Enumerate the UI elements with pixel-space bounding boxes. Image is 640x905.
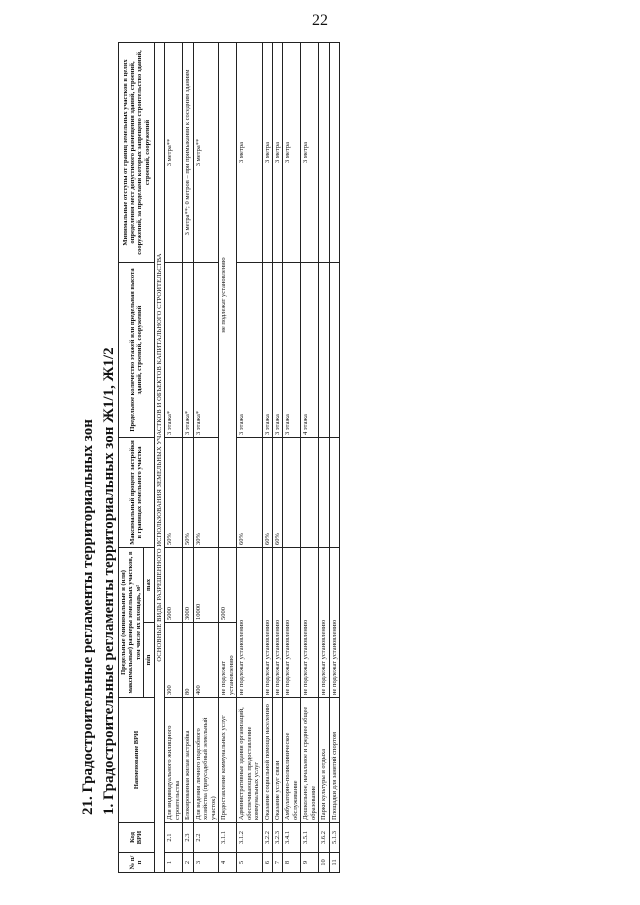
cell-num: 5 <box>237 853 262 873</box>
table-row <box>237 43 262 873</box>
cell-percent: 50% <box>183 438 193 548</box>
cell-name: Амбулаторно-поликлиническое обслуживание <box>283 698 301 823</box>
cell-percent: 60% <box>262 438 272 548</box>
cell-setback <box>329 43 339 263</box>
cell-name: Дошкольное, начальное и среднее общее образование <box>301 698 319 823</box>
cell-name: Оказание социальной помощи населению <box>262 698 272 823</box>
cell-percent: 50% <box>165 438 183 548</box>
table-row <box>272 43 282 873</box>
cell-name: Для ведения личного подсобного хозяйства (приусадебный земельный участок) <box>193 698 218 823</box>
cell-area: не подлежат установлению <box>319 548 329 698</box>
cell-setback <box>319 43 329 263</box>
cell-name: Для индивидуального жилищного строительства <box>165 698 183 823</box>
cell-floors: 3 этажа* <box>183 263 193 438</box>
cell-area: не подлежат установлению <box>329 548 339 698</box>
table-row <box>329 43 339 873</box>
cell-floors: 3 этажа <box>272 263 282 438</box>
cell-code: 3.6.2 <box>319 823 329 853</box>
table-row <box>283 43 301 873</box>
cell-num: 9 <box>301 853 319 873</box>
table-row <box>165 43 183 873</box>
cell-setback: 3 метра <box>272 43 282 263</box>
cell-num: 8 <box>283 853 301 873</box>
cell-area: не подлежат установлению <box>283 548 301 698</box>
cell-code: 3.2.2 <box>262 823 272 853</box>
cell-area: не подлежат установлению <box>272 548 282 698</box>
cell-name: Парки культуры и отдыха <box>319 698 329 823</box>
cell-setback: 3 метра** <box>165 43 183 263</box>
table-row <box>301 43 319 873</box>
cell-num: 1 <box>165 853 183 873</box>
subsection-heading: 1. Градостроительные регламенты территориальных зон Ж1/1, Ж1/2 <box>101 347 117 815</box>
cell-min: 300 <box>165 623 183 698</box>
regulations-table <box>118 42 340 873</box>
cell-code: 5.1.3 <box>329 823 339 853</box>
cell-floors <box>319 263 329 438</box>
cell-setback: 3 метра**; 0 метров – при примыкании к соседним зданиям <box>183 43 193 263</box>
cell-floors: 3 этажа <box>283 263 301 438</box>
cell-min: 80 <box>183 623 193 698</box>
cell-code: 3.4.1 <box>283 823 301 853</box>
cell-min: не подлежат установлению <box>219 623 237 698</box>
cell-area: не подлежат установлению <box>237 548 262 698</box>
section-row: ОСНОВНЫЕ ВИДЫ РАЗРЕШЕННОГО ИСПОЛЬЗОВАНИЯ ЗЕМЕЛЬНЫХ УЧАСТКОВ И ОБЪЕКТОВ КАПИТАЛЬНОГО СТРОИТЕЛЬСТВА <box>154 43 164 873</box>
cell-floors: 4 этажа <box>301 263 319 438</box>
table-row <box>219 43 237 873</box>
cell-name: Площадки для занятий спортом <box>329 698 339 823</box>
cell-code: 3.1.2 <box>237 823 262 853</box>
cell-setback: 3 метра** <box>193 43 218 263</box>
cell-name: Блокированная жилая застройка <box>183 698 193 823</box>
cell-setback: 3 метра <box>262 43 272 263</box>
header-setback: Минимальные отступы от границ земельных участков в целях определения мест допустимого размещения зданий, строений, сооружений, за пределами которых запрещено строительство зданий, строений, сооружений <box>119 43 155 263</box>
cell-setback: 3 метра <box>301 43 319 263</box>
cell-floors: 3 этажа <box>262 263 272 438</box>
header-name: Наименование ВРИ <box>119 698 155 823</box>
cell-area: не подлежат установлению <box>301 548 319 698</box>
cell-num: 2 <box>183 853 193 873</box>
cell-area: не подлежат установлению <box>262 548 272 698</box>
page-number: 22 <box>312 12 328 29</box>
cell-num: 11 <box>329 853 339 873</box>
table-row <box>183 43 193 873</box>
cell-merged: не подлежат установлению <box>219 43 237 548</box>
cell-num: 6 <box>262 853 272 873</box>
header-percent: Максимальный процент застройки в границах земельного участка <box>119 438 155 548</box>
cell-num: 3 <box>193 853 218 873</box>
cell-percent: 60% <box>237 438 262 548</box>
cell-max: 5000 <box>165 548 183 623</box>
cell-percent <box>329 438 339 548</box>
cell-percent <box>319 438 329 548</box>
cell-percent: 60% <box>272 438 282 548</box>
cell-code: 3.5.1 <box>301 823 319 853</box>
header-min: min <box>144 623 154 698</box>
cell-max: 10000 <box>193 548 218 623</box>
cell-code: 2.1 <box>165 823 183 853</box>
cell-floors: 3 этажа <box>237 263 262 438</box>
cell-max: 3000 <box>183 548 193 623</box>
header-code: Код ВРИ <box>119 823 155 853</box>
cell-name: Административные здания организаций, обеспечивающих предоставление коммунальных услуг <box>237 698 262 823</box>
cell-code: 3.2.3 <box>272 823 282 853</box>
table-row <box>193 43 218 873</box>
cell-floors <box>329 263 339 438</box>
cell-percent <box>301 438 319 548</box>
cell-num: 7 <box>272 853 282 873</box>
header-floors: Предельное количество этажей или предельная высота зданий, строений, сооружений <box>119 263 155 438</box>
cell-setback: 3 метра <box>237 43 262 263</box>
table-row <box>319 43 329 873</box>
cell-max: 5000 <box>219 548 237 623</box>
cell-num: 4 <box>219 853 237 873</box>
cell-floors: 3 этажа* <box>193 263 218 438</box>
header-num: № п/п <box>119 853 155 873</box>
cell-code: 2.2 <box>193 823 218 853</box>
table-row <box>262 43 272 873</box>
cell-name: Оказание услуг связи <box>272 698 282 823</box>
cell-percent <box>283 438 301 548</box>
cell-percent: 30% <box>193 438 218 548</box>
cell-name: Предоставление коммунальных услуг <box>219 698 237 823</box>
cell-code: 2.3 <box>183 823 193 853</box>
cell-min: 400 <box>193 623 218 698</box>
cell-code: 3.1.1 <box>219 823 237 853</box>
section-heading: 21. Градостроительные регламенты территориальных зон <box>80 419 96 815</box>
header-area: Предельные (минимальные и (или) максимальные) размеры земельных участков, в том числе их площадь, м² <box>119 548 144 698</box>
cell-floors: 3 этажа* <box>165 263 183 438</box>
cell-num: 10 <box>319 853 329 873</box>
header-max: max <box>144 548 154 623</box>
cell-setback: 3 метра <box>283 43 301 263</box>
